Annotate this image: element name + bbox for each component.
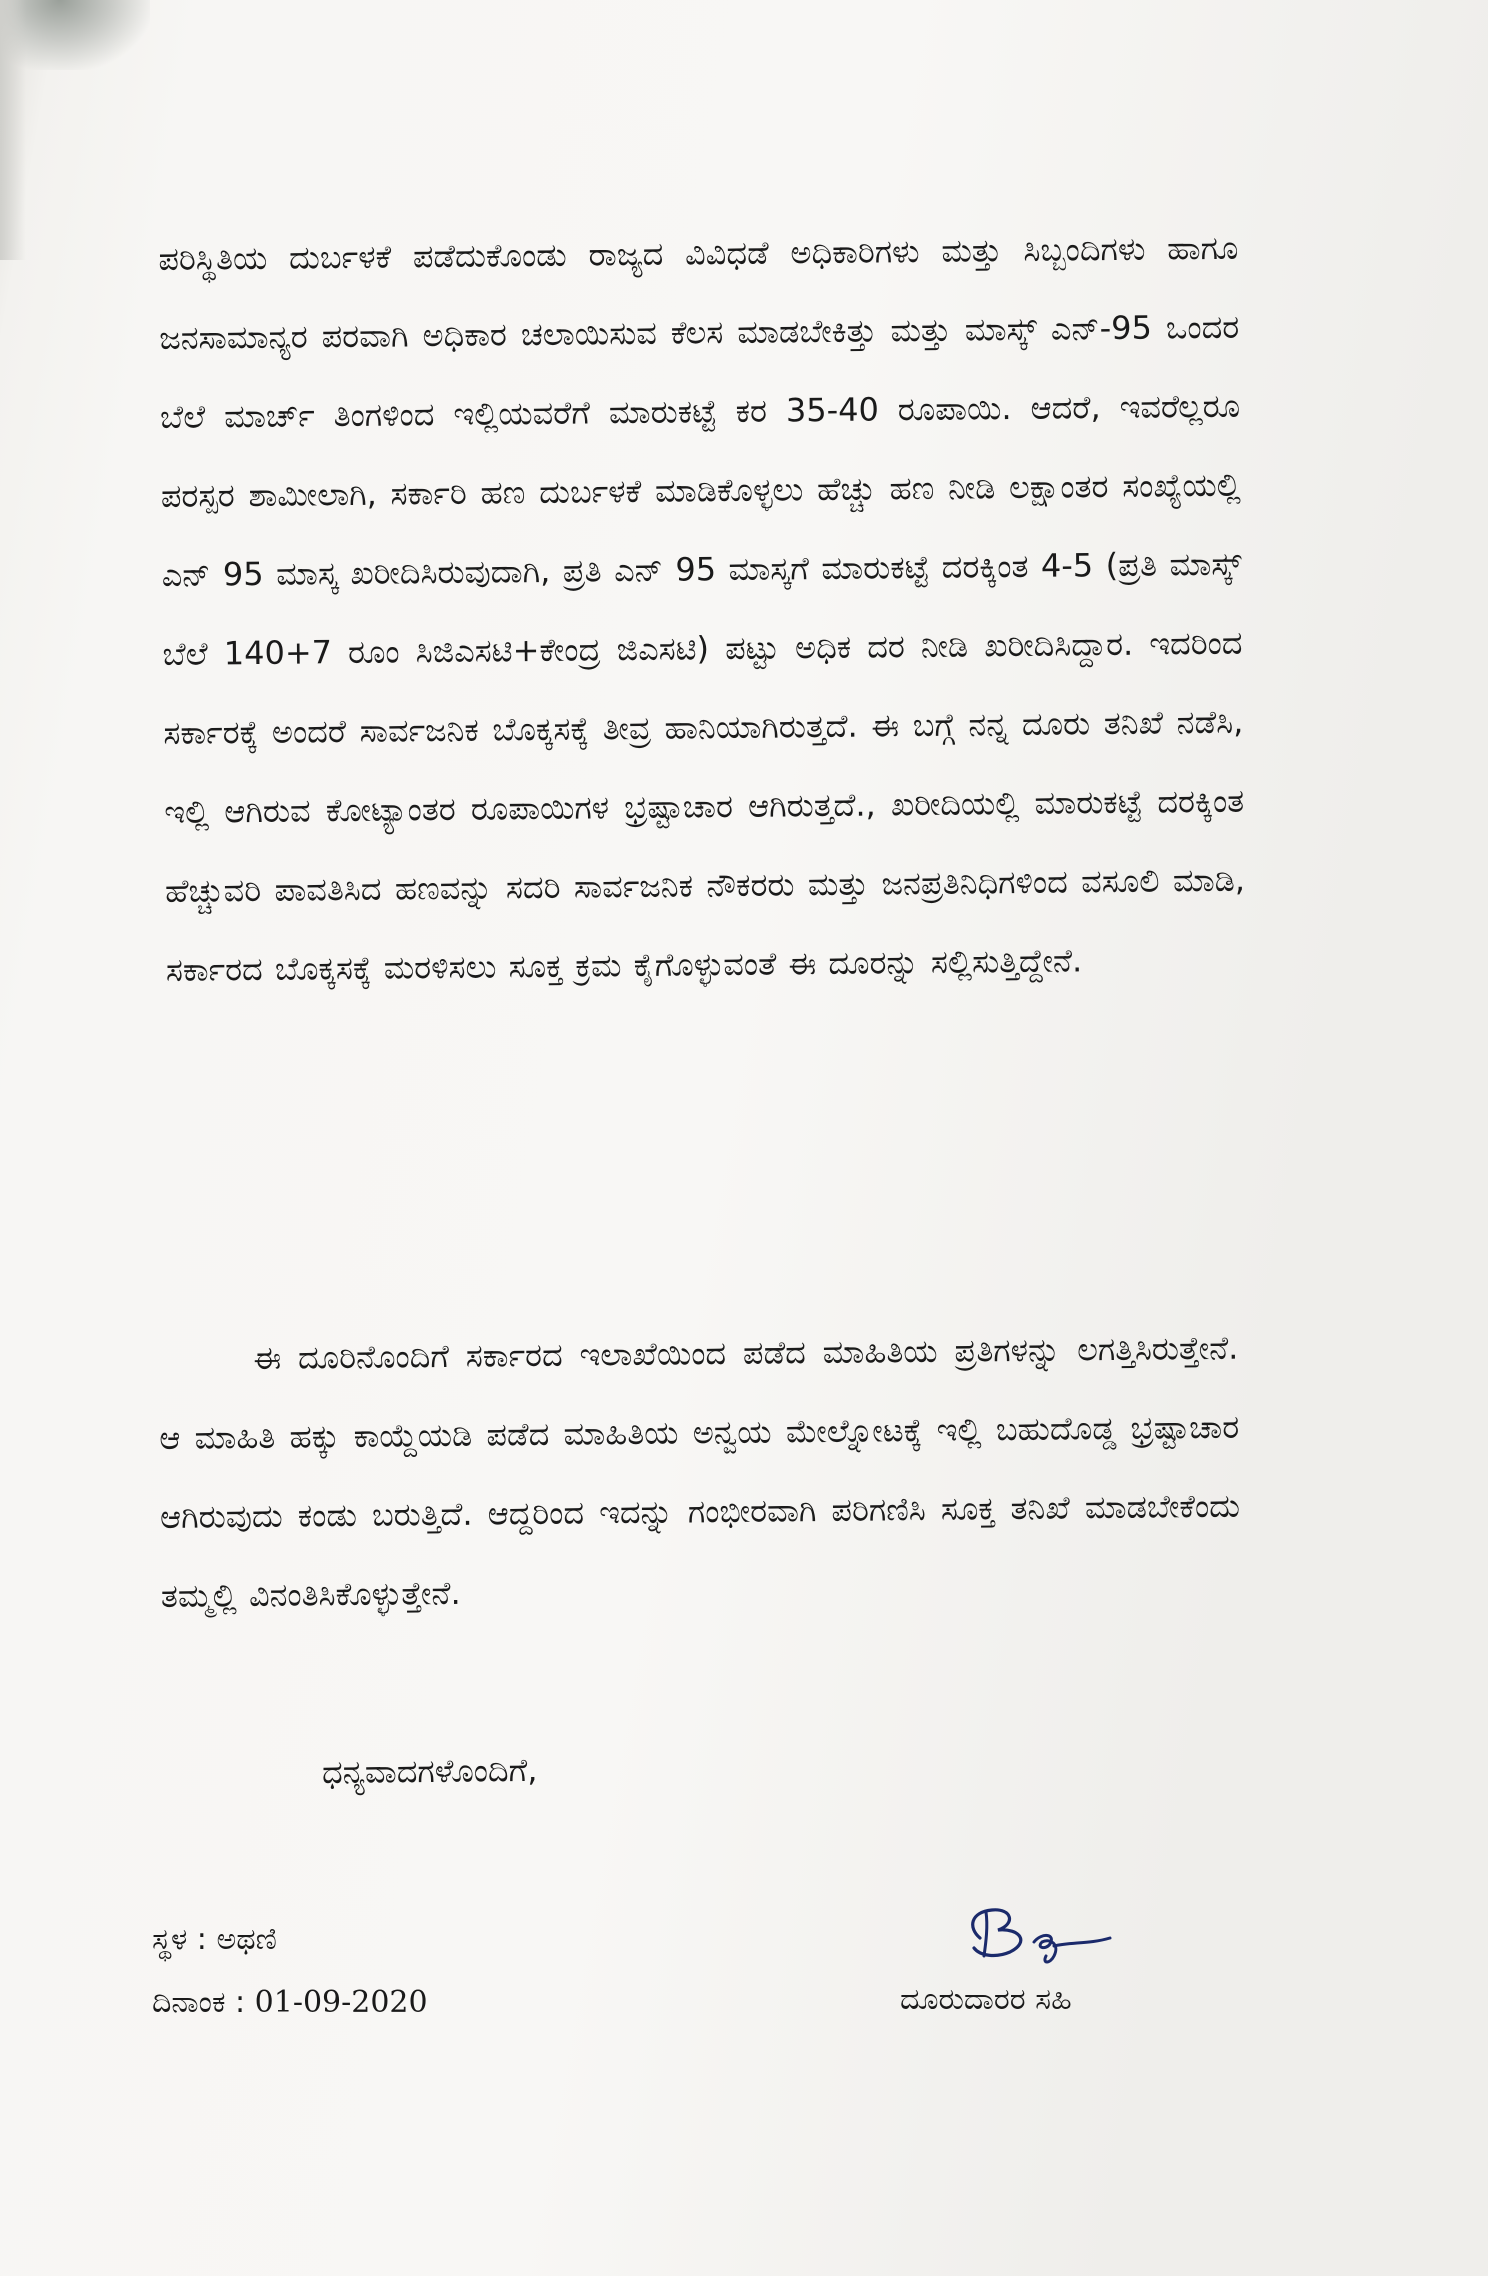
letter-paragraph-1: ಪರಿಸ್ಥಿತಿಯ ದುರ್ಬಳಕೆ ಪಡೆದುಕೊಂಡು ರಾಜ್ಯದ ವಿವಿಧಡೆ ಅಧಿಕಾರಿಗಳು ಮತ್ತು ಸಿಬ್ಬಂದಿಗಳು ಹಾಗೂ ಜನಸಾಮಾನ್ಯರ ಪರವಾಗಿ ಅಧಿಕಾರ ಚಲಾಯಿಸುವ ಕೆಲಸ ಮಾಡಬೇಕಿತ್ತು ಮತ್ತು ಮಾಸ್ಕ್ ಎನ್-95 ಒಂದರ ಬೆಲೆ ಮಾರ್ಚ್ ತಿಂಗಳಿಂದ ಇಲ್ಲಿಯವರೆಗೆ ಮಾರುಕಟ್ಟೆ ಕರ 35-40 ರೂಪಾಯಿ. ಆದರೆ, ಇವರೆಲ್ಲರೂ ಪರಸ್ಪರ ಶಾಮೀಲಾಗಿ, ಸರ್ಕಾರಿ ಹಣ ದುರ್ಬಳಕೆ ಮಾಡಿಕೊಳ್ಳಲು ಹೆಚ್ಚು ಹಣ ನೀಡಿ ಲಕ್ಷಾಂತರ ಸಂಖ್ಯೆಯಲ್ಲಿ ಎನ್ 95 ಮಾಸ್ಕ ಖರೀದಿಸಿರುವುದಾಗಿ, ಪ್ರತಿ ಎನ್ 95 ಮಾಸ್ಕಗೆ ಮಾರುಕಟ್ಟೆ ದರಕ್ಕಿಂತ 4-5 (ಪ್ರತಿ ಮಾಸ್ಕ್ ಬೆಲೆ 140+7 ರೂಂ ಸಿಜಿಎಸಟಿ+ಕೇಂದ್ರ ಜಿಎಸಟಿ) ಪಟ್ಟು ಅಧಿಕ ದರ ನೀಡಿ ಖರೀದಿಸಿದ್ದಾರ. ಇದರಿಂದ ಸರ್ಕಾರಕ್ಕೆ ಅಂದರೆ ಸಾರ್ವಜನಿಕ ಬೊಕ್ಕಸಕ್ಕೆ ತೀವ್ರ ಹಾನಿಯಾಗಿರುತ್ತದೆ. ಈ ಬಗ್ಗೆ ನನ್ನ ದೂರು ತನಿಖೆ ನಡೆಸಿ, ಇಲ್ಲಿ ಆಗಿರುವ ಕೋಟ್ಯಾಂತರ ರೂಪಾಯಿಗಳ ಭ್ರಷ್ಟಾಚಾರ ಆಗಿರುತ್ತದೆ., ಖರೀದಿಯಲ್ಲಿ ಮಾರುಕಟ್ಟೆ ದರಕ್ಕಿಂತ ಹೆಚ್ಚುವರಿ ಪಾವತಿಸಿದ ಹಣವನ್ನು ಸದರಿ ಸಾರ್ವಜನಿಕ ನೌಕರರು ಮತ್ತು ಜನಪ್ರತಿನಿಧಿಗಳಿಂದ ವಸೂಲಿ ಮಾಡಿ, ಸರ್ಕಾರದ ಬೊಕ್ಕಸಕ್ಕೆ ಮರಳಿಸಲು ಸೂಕ್ತ ಕ್ರಮ ಕೈಗೊಳ್ಳುವಂತೆ ಈ ದೂರನ್ನು ಸಲ್ಲಿಸುತ್ತಿದ್ದೇನೆ.	[158, 228, 1246, 989]
place-value: ಅಥಣಿ	[216, 1922, 277, 1957]
date-line	[152, 1985, 428, 2020]
letter-paragraph-2: ಈ ದೂರಿನೊಂದಿಗೆ ಸರ್ಕಾರದ ಇಲಾಖೆಯಿಂದ ಪಡೆದ ಮಾಹಿತಿಯ ಪ್ರತಿಗಳನ್ನು ಲಗತ್ತಿಸಿರುತ್ತೇನೆ. ಆ ಮಾಹಿತಿ ಹಕ್ಕು ಕಾಯ್ದೆಯಡಿ ಪಡೆದ ಮಾಹಿತಿಯ ಅನ್ವಯ ಮೇಲ್ನೋಟಕ್ಕೆ ಇಲ್ಲಿ ಬಹುದೊಡ್ಡ ಭ್ರಷ್ಟಾಚಾರ ಆಗಿರುವುದು ಕಂಡು ಬರುತ್ತಿದೆ. ಆದ್ದರಿಂದ ಇದನ್ನು ಗಂಭೀರವಾಗಿ ಪರಿಗಣಿಸಿ ಸೂಕ್ತ ತನಿಖೆ ಮಾಡಬೇಕೆಂದು ತಮ್ಮಲ್ಲಿ ವಿನಂತಿಸಿಕೊಳ್ಳುತ್ತೇನೆ.	[159, 1328, 1241, 1615]
date-label: ದಿನಾಂಕ :	[152, 1985, 246, 2020]
page-edge-shadow	[0, 0, 26, 260]
complainant-signature-caption: ದೂರುದಾರರ ಸಹಿ	[900, 1982, 1072, 2017]
handwritten-signature	[950, 1898, 1120, 1978]
place-line	[152, 1922, 277, 1957]
date-value: 01-09-2020	[254, 1985, 428, 2020]
closing-salutation: ಧನ್ಯವಾದಗಳೊಂದಿಗೆ,	[321, 1750, 538, 1792]
place-label: ಸ್ಥಳ :	[152, 1922, 207, 1957]
